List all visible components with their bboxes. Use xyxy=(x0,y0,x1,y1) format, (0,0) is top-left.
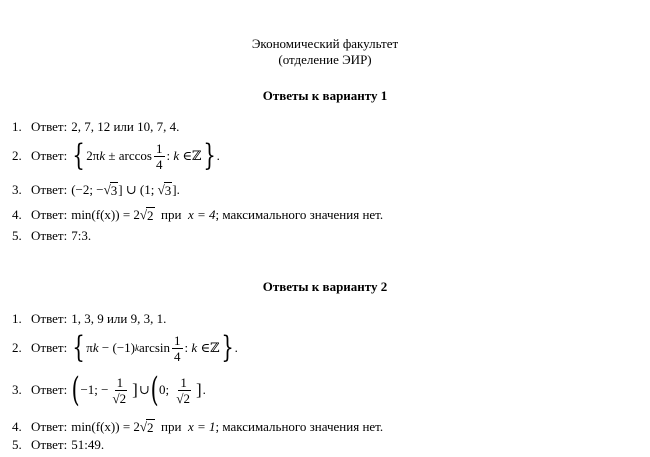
v1-answer-2: 2. Ответ: { 2 π k ± arccos $\frac{1}{4}$ : k ∈ ℤ } . xyxy=(12,138,220,173)
v2-answer-4: 4. Ответ: min(f(x)) = 2 √ 2 при x = 1 ; максимального значения нет. xyxy=(12,419,384,435)
v2-formula-2: { π k − (−1) k arcsin $\frac{1}{4}$ : k ∈ ℤ } . xyxy=(72,330,238,365)
v1-formula-3: (−2; − √ 3 ] ∪ (1; √ 3 ]. xyxy=(71,182,180,198)
v1-answer-1: 1. Ответ: 2, 7, 12 или 10, 7, 4. xyxy=(12,119,180,134)
v1-answer-3: 3. Ответ: (−2; − √ 3 ] ∪ (1; √ 3 ]. xyxy=(12,182,180,198)
v1-formula-4: min(f(x)) = 2 √ 2 при x = 4 xyxy=(71,207,216,223)
variant2-heading: Ответы к варианту 2 xyxy=(262,279,388,294)
variant1-heading: Ответы к варианту 1 xyxy=(262,88,388,103)
v2-answer-3: 3. Ответ: ( −1; − $\frac{1}{√2}$ ] ∪ ( 0; $\frac{1}{√2}$ ] . xyxy=(12,370,206,410)
v2-answer-5: 5. Ответ: 51:49. xyxy=(12,437,105,452)
department-subtitle: (отделение ЭИР) xyxy=(278,52,372,67)
v2-answer-2: 2. Ответ: { π k − (−1) k arcsin $\frac{1}{4}$ : k ∈ ℤ } . xyxy=(12,330,238,365)
v2-answer-1: 1. Ответ: 1, 3, 9 или 9, 3, 1. xyxy=(12,311,167,326)
v2-formula-3: ( −1; − $\frac{1}{√2}$ ] ∪ ( 0; $\frac{1}{√2}$ ] . xyxy=(71,370,206,410)
v1-answer-4: 4. Ответ: min(f(x)) = 2 √ 2 при x = 4 ; максимального значения нет. xyxy=(12,207,384,223)
v2-formula-4: min(f(x)) = 2 √ 2 при x = 1 xyxy=(71,419,216,435)
faculty-title: Экономический факультет xyxy=(251,36,399,51)
v1-formula-2: { 2 π k ± arccos $\frac{1}{4}$ : k ∈ ℤ } . xyxy=(72,138,220,173)
v1-answer-5: 5. Ответ: 7:3. xyxy=(12,228,92,243)
